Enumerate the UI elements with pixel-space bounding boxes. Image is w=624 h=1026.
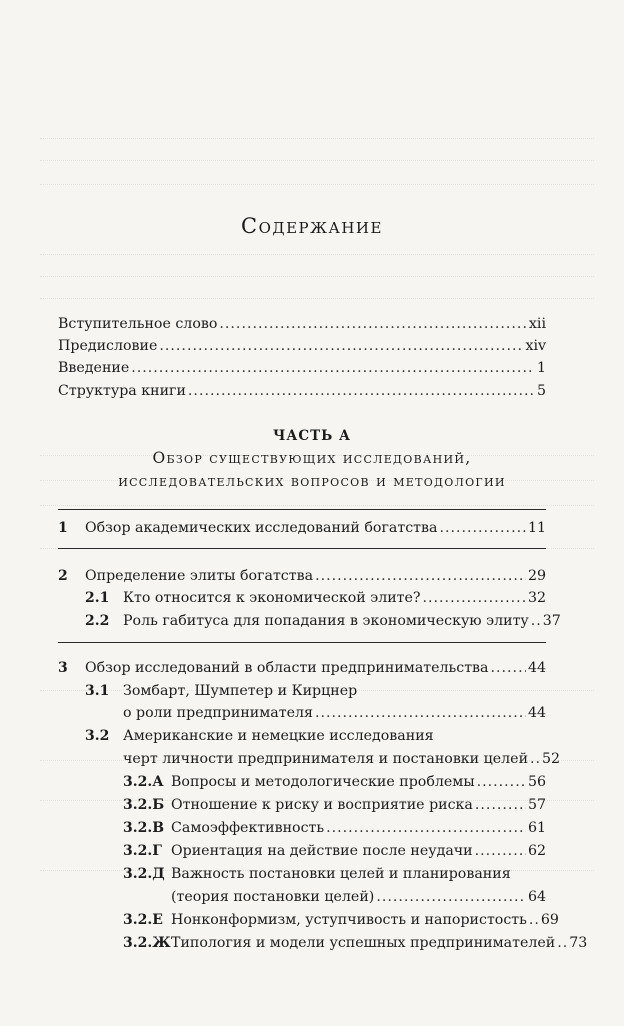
toc-entry[interactable]: [58, 313, 546, 335]
section-number: 2.1: [85, 590, 110, 606]
section-number: 3.1: [85, 683, 110, 699]
toc-entry[interactable]: [123, 610, 561, 632]
toc-entry-label: Отношение к риску и восприятие риска: [171, 797, 473, 813]
toc-entry-label: Структура книги: [58, 383, 186, 399]
toc-entry-page: 11: [527, 520, 546, 536]
toc-entry-label: Обзор академических исследований богатства: [85, 520, 438, 536]
toc-entry-page: 73: [569, 935, 588, 951]
toc-entry-label: Вступительное слово: [58, 316, 218, 332]
toc-entry-page: xiv: [525, 338, 546, 354]
toc-entry-label: Определение элиты богатства: [85, 568, 314, 584]
toc-entry[interactable]: [123, 748, 561, 770]
toc-entry[interactable]: [85, 517, 546, 539]
toc-entry[interactable]: [58, 380, 546, 402]
toc-entry[interactable]: [85, 565, 546, 587]
toc-entry-label: Кто относится к экономической элите?: [123, 590, 421, 606]
toc-entry-page: 1: [536, 360, 546, 376]
dot-leader: [315, 565, 526, 587]
toc-entry-label: Типология и модели успешных предпринимателей: [171, 935, 556, 951]
dot-leader: [477, 771, 526, 793]
toc-entry-label-line: Американские и немецкие исследования: [123, 728, 434, 744]
toc-entry[interactable]: [171, 909, 559, 931]
chapter-number: 3: [58, 660, 68, 676]
subsection-number: 3.2.Г: [123, 843, 162, 859]
dot-leader: [491, 657, 526, 679]
toc-entry-label: (теория постановки целей): [171, 889, 375, 905]
toc-entry[interactable]: [85, 657, 546, 679]
page-title: Содержание: [241, 214, 383, 238]
part-heading: ЧАСТЬ А: [273, 428, 351, 444]
toc-entry[interactable]: [171, 817, 546, 839]
toc-entry-label: Нонконформизм, уступчивость и напористость: [171, 912, 527, 928]
toc-entry[interactable]: [58, 335, 546, 357]
dot-leader: [315, 702, 526, 724]
subsection-number: 3.2.Е: [123, 912, 163, 928]
section-number: 3.2: [85, 728, 110, 744]
dot-leader: [423, 587, 526, 609]
part-title-line: Обзор существующих исследований,: [152, 449, 472, 467]
toc-entry-label: Вопросы и методологические проблемы: [171, 774, 475, 790]
toc-entry-label: Самоэффективность: [171, 820, 325, 836]
toc-entry-label: черт личности предпринимателя и постановки целей: [123, 751, 529, 767]
dot-leader: [530, 748, 540, 770]
dot-leader: [159, 335, 523, 357]
toc-entry-page: xii: [528, 316, 546, 332]
toc-entry[interactable]: [171, 794, 546, 816]
toc-entry-page: 37: [542, 613, 561, 629]
dot-leader: [326, 817, 526, 839]
section-rule: [58, 509, 546, 510]
toc-entry[interactable]: [171, 771, 546, 793]
toc-entry-page: 56: [527, 774, 546, 790]
toc-entry-label: Ориентация на действие после неудачи: [171, 843, 473, 859]
dot-leader: [475, 794, 526, 816]
toc-entry-page: 52: [542, 751, 561, 767]
chapter-number: 2: [58, 568, 68, 584]
section-number: 2.2: [85, 613, 110, 629]
section-rule: [58, 642, 546, 643]
toc-entry-label: Введение: [58, 360, 130, 376]
toc-entry-page: 57: [527, 797, 546, 813]
dot-leader: [557, 932, 567, 954]
subsection-number: 3.2.Ж: [123, 935, 171, 951]
subsection-number: 3.2.Д: [123, 866, 165, 882]
dot-leader: [188, 380, 535, 402]
dot-leader: [529, 909, 539, 931]
dot-leader: [439, 517, 526, 539]
toc-entry[interactable]: [171, 886, 546, 908]
dot-leader: [475, 840, 526, 862]
subsection-number: 3.2.Б: [123, 797, 165, 813]
toc-entry-label: Обзор исследований в области предпринимательства: [85, 660, 489, 676]
toc-entry-label: Роль габитуса для попадания в экономическую элиту: [123, 613, 529, 629]
dot-leader: [531, 610, 541, 632]
toc-entry[interactable]: [58, 357, 546, 379]
toc-entry-page: 5: [536, 383, 546, 399]
section-rule: [58, 548, 546, 549]
toc-entry-page: 62: [527, 843, 546, 859]
toc-entry-page: 32: [527, 590, 546, 606]
dot-leader: [131, 357, 535, 379]
subsection-number: 3.2.В: [123, 820, 165, 836]
subsection-number: 3.2.А: [123, 774, 164, 790]
toc-entry[interactable]: [123, 587, 546, 609]
toc-entry-page: 61: [527, 820, 546, 836]
toc-entry-label: Предисловие: [58, 338, 158, 354]
toc-entry-page: 44: [527, 705, 546, 721]
toc-entry-label-line: Важность постановки целей и планирования: [171, 866, 511, 882]
toc-entry-page: 64: [527, 889, 546, 905]
part-title-line: исследовательских вопросов и методологии: [118, 472, 506, 490]
toc-entry-page: 44: [527, 660, 546, 676]
toc-entry-label-line: Зомбарт, Шумпетер и Кирцнер: [123, 683, 358, 699]
toc-entry-page: 69: [540, 912, 559, 928]
toc-entry-label: о роли предпринимателя: [123, 705, 313, 721]
dot-leader: [219, 313, 527, 335]
toc-entry[interactable]: [171, 932, 588, 954]
dot-leader: [376, 886, 526, 908]
toc-entry[interactable]: [171, 840, 546, 862]
toc-entry-page: 29: [527, 568, 546, 584]
toc-entry[interactable]: [123, 702, 546, 724]
chapter-number: 1: [58, 520, 68, 536]
